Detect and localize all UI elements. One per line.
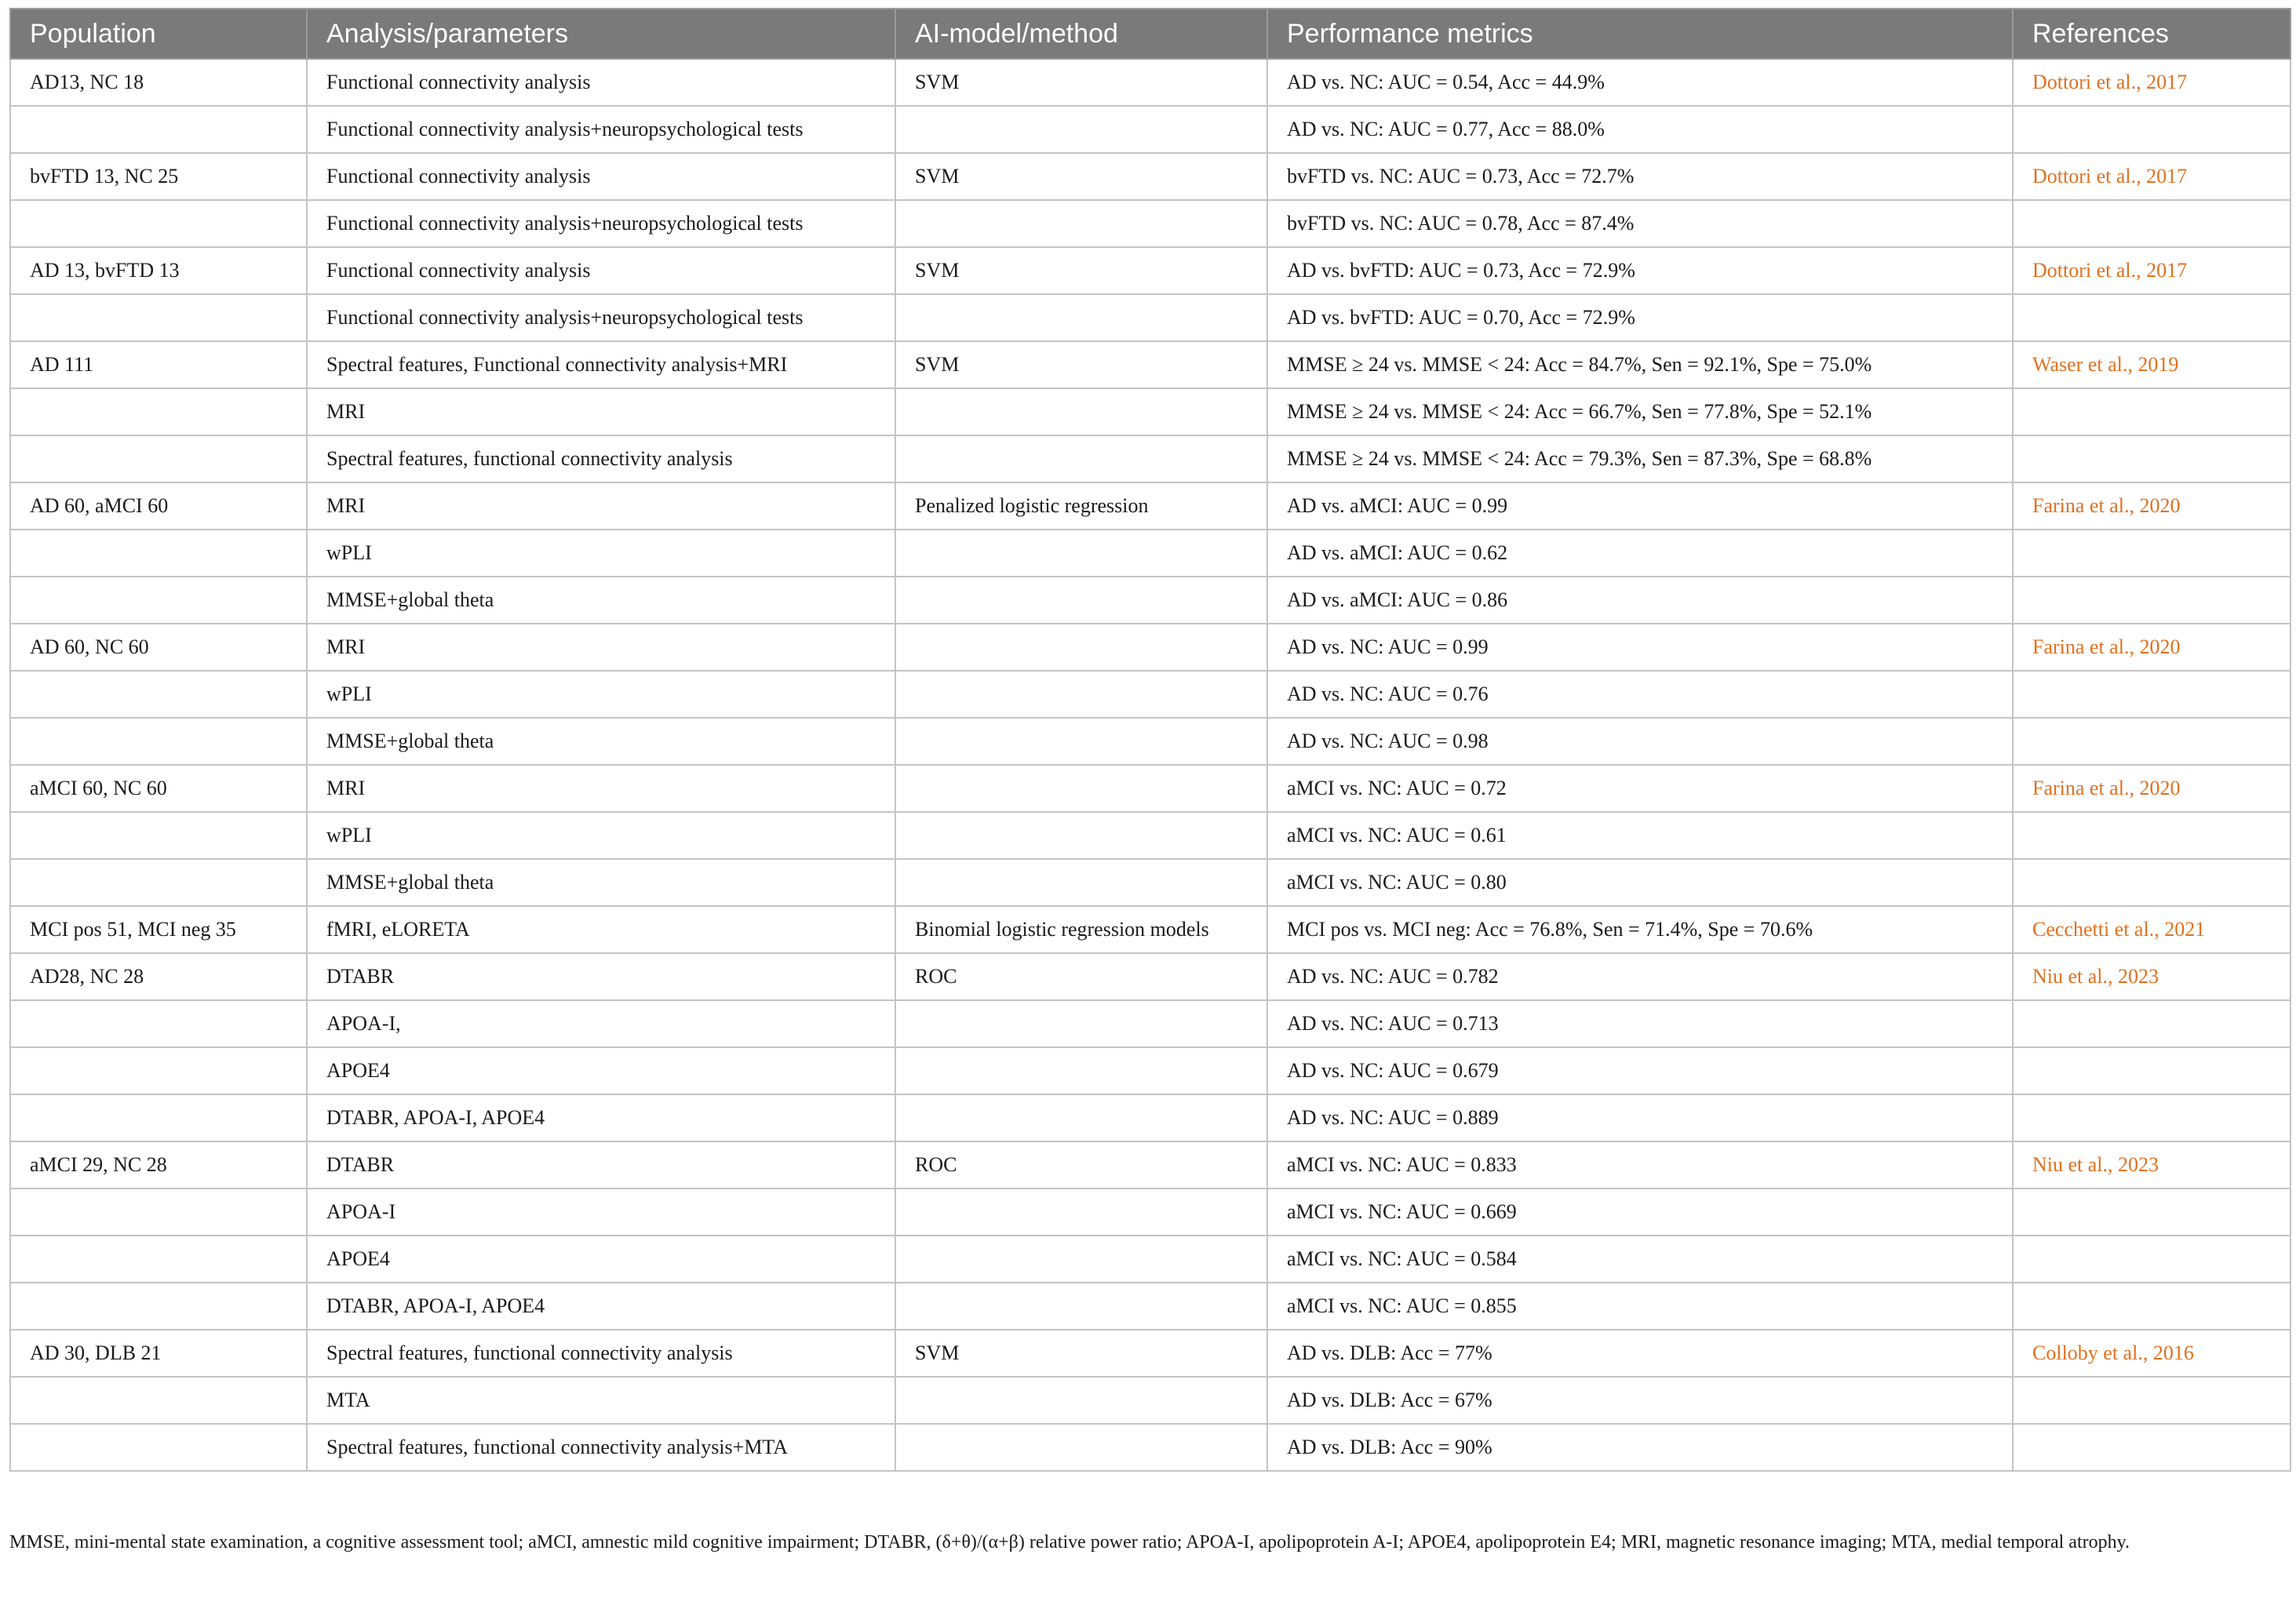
metrics-cell: aMCI vs. NC: AUC = 0.61: [1267, 812, 2013, 859]
table-row: [10, 482, 2291, 530]
analysis-cell: APOA-I,: [307, 1000, 895, 1047]
method-cell: Binomial logistic regression models: [895, 906, 1267, 953]
reference-link: [2013, 718, 2291, 765]
table-row: [10, 624, 2291, 671]
table-header: [10, 9, 2291, 59]
population-cell: [10, 106, 307, 153]
reference-link: [2013, 1236, 2291, 1283]
reference-link[interactable]: Farina et al., 2020: [2013, 765, 2291, 812]
table-row: [10, 812, 2291, 859]
analysis-cell: DTABR: [307, 1141, 895, 1188]
population-cell: [10, 435, 307, 482]
population-cell: AD 60, aMCI 60: [10, 482, 307, 530]
analysis-cell: Functional connectivity analysis+neuropsychological tests: [307, 200, 895, 247]
analysis-cell: Spectral features, functional connectivity analysis: [307, 435, 895, 482]
reference-link: [2013, 1047, 2291, 1094]
population-cell: AD 13, bvFTD 13: [10, 247, 307, 294]
method-cell: [895, 1377, 1267, 1424]
population-cell: aMCI 60, NC 60: [10, 765, 307, 812]
reference-link: [2013, 577, 2291, 624]
table-row: [10, 530, 2291, 577]
population-cell: [10, 812, 307, 859]
analysis-cell: APOE4: [307, 1047, 895, 1094]
analysis-cell: Spectral features, Functional connectivity analysis+MRI: [307, 341, 895, 388]
reference-link: [2013, 859, 2291, 906]
reference-link: [2013, 1283, 2291, 1330]
metrics-cell: bvFTD vs. NC: AUC = 0.78, Acc = 87.4%: [1267, 200, 2013, 247]
method-cell: [895, 1424, 1267, 1471]
population-cell: [10, 1000, 307, 1047]
header-population: Population: [10, 9, 307, 59]
population-cell: [10, 388, 307, 435]
metrics-cell: aMCI vs. NC: AUC = 0.584: [1267, 1236, 2013, 1283]
metrics-cell: aMCI vs. NC: AUC = 0.855: [1267, 1283, 2013, 1330]
reference-link: [2013, 294, 2291, 341]
table-row: [10, 200, 2291, 247]
table-row: [10, 718, 2291, 765]
metrics-cell: AD vs. NC: AUC = 0.76: [1267, 671, 2013, 718]
reference-link[interactable]: Dottori et al., 2017: [2013, 59, 2291, 106]
reference-link: [2013, 106, 2291, 153]
metrics-cell: aMCI vs. NC: AUC = 0.80: [1267, 859, 2013, 906]
table-row: [10, 59, 2291, 106]
method-cell: Penalized logistic regression: [895, 482, 1267, 530]
table-row: [10, 577, 2291, 624]
analysis-cell: MMSE+global theta: [307, 859, 895, 906]
population-cell: AD 30, DLB 21: [10, 1330, 307, 1377]
table-row: [10, 1377, 2291, 1424]
method-cell: [895, 435, 1267, 482]
analysis-cell: fMRI, eLORETA: [307, 906, 895, 953]
reference-link: [2013, 1377, 2291, 1424]
method-cell: [895, 200, 1267, 247]
metrics-cell: AD vs. bvFTD: AUC = 0.70, Acc = 72.9%: [1267, 294, 2013, 341]
metrics-cell: bvFTD vs. NC: AUC = 0.73, Acc = 72.7%: [1267, 153, 2013, 200]
population-cell: [10, 1094, 307, 1141]
analysis-cell: Functional connectivity analysis: [307, 153, 895, 200]
analysis-cell: APOA-I: [307, 1188, 895, 1236]
table-row: [10, 1236, 2291, 1283]
header-references: References: [2013, 9, 2291, 59]
population-cell: [10, 718, 307, 765]
method-cell: [895, 106, 1267, 153]
table-row: [10, 1330, 2291, 1377]
metrics-cell: AD vs. aMCI: AUC = 0.99: [1267, 482, 2013, 530]
metrics-cell: AD vs. NC: AUC = 0.782: [1267, 953, 2013, 1000]
metrics-cell: MMSE ≥ 24 vs. MMSE < 24: Acc = 66.7%, Sen = 77.8%, Spe = 52.1%: [1267, 388, 2013, 435]
table-footnote: MMSE, mini-mental state examination, a cognitive assessment tool; aMCI, amnestic mild cognitive impairment; DTABR, (δ+θ)/(α+β) relative power ratio; APOA-I, apolipoprotein A-I; APOE4, apolipoprotein E4; MRI, magnetic resonance imaging; MTA, medial temporal atrophy.: [9, 1532, 2130, 1552]
population-cell: AD13, NC 18: [10, 59, 307, 106]
population-cell: [10, 1236, 307, 1283]
table-row: [10, 1000, 2291, 1047]
reference-link[interactable]: Dottori et al., 2017: [2013, 247, 2291, 294]
analysis-cell: Functional connectivity analysis: [307, 247, 895, 294]
population-cell: AD 60, NC 60: [10, 624, 307, 671]
table-row: [10, 906, 2291, 953]
table-row: [10, 859, 2291, 906]
header-ai-model-method: AI-model/method: [895, 9, 1267, 59]
method-cell: ROC: [895, 953, 1267, 1000]
header-row: [10, 9, 2291, 59]
metrics-cell: AD vs. NC: AUC = 0.98: [1267, 718, 2013, 765]
population-cell: bvFTD 13, NC 25: [10, 153, 307, 200]
reference-link: [2013, 388, 2291, 435]
population-cell: [10, 294, 307, 341]
method-cell: SVM: [895, 59, 1267, 106]
reference-link[interactable]: Colloby et al., 2016: [2013, 1330, 2291, 1377]
analysis-cell: MTA: [307, 1377, 895, 1424]
population-cell: MCI pos 51, MCI neg 35: [10, 906, 307, 953]
analysis-cell: MRI: [307, 624, 895, 671]
method-cell: [895, 294, 1267, 341]
metrics-cell: aMCI vs. NC: AUC = 0.833: [1267, 1141, 2013, 1188]
table-row: [10, 1188, 2291, 1236]
population-cell: [10, 1188, 307, 1236]
analysis-cell: Functional connectivity analysis+neuropsychological tests: [307, 294, 895, 341]
table-row: [10, 953, 2291, 1000]
reference-link[interactable]: Farina et al., 2020: [2013, 482, 2291, 530]
population-cell: [10, 1377, 307, 1424]
table-row: [10, 765, 2291, 812]
reference-link: [2013, 671, 2291, 718]
analysis-cell: MRI: [307, 482, 895, 530]
metrics-cell: MMSE ≥ 24 vs. MMSE < 24: Acc = 84.7%, Sen = 92.1%, Spe = 75.0%: [1267, 341, 2013, 388]
reference-link[interactable]: Dottori et al., 2017: [2013, 153, 2291, 200]
reference-link[interactable]: Cecchetti et al., 2021: [2013, 906, 2291, 953]
analysis-cell: Functional connectivity analysis: [307, 59, 895, 106]
method-cell: [895, 1047, 1267, 1094]
table-row: [10, 1047, 2291, 1094]
metrics-cell: AD vs. NC: AUC = 0.99: [1267, 624, 2013, 671]
results-table: [9, 8, 2291, 1472]
analysis-cell: wPLI: [307, 812, 895, 859]
method-cell: [895, 577, 1267, 624]
table-row: [10, 153, 2291, 200]
method-cell: [895, 718, 1267, 765]
analysis-cell: wPLI: [307, 530, 895, 577]
table-row: [10, 341, 2291, 388]
metrics-cell: MCI pos vs. MCI neg: Acc = 76.8%, Sen = 71.4%, Spe = 70.6%: [1267, 906, 2013, 953]
population-cell: [10, 1424, 307, 1471]
table-row: [10, 435, 2291, 482]
analysis-cell: DTABR, APOA-I, APOE4: [307, 1094, 895, 1141]
population-cell: [10, 530, 307, 577]
analysis-cell: DTABR: [307, 953, 895, 1000]
table-row: [10, 671, 2291, 718]
analysis-cell: MMSE+global theta: [307, 718, 895, 765]
analysis-cell: MRI: [307, 388, 895, 435]
method-cell: SVM: [895, 341, 1267, 388]
population-cell: aMCI 29, NC 28: [10, 1141, 307, 1188]
method-cell: [895, 859, 1267, 906]
metrics-cell: aMCI vs. NC: AUC = 0.72: [1267, 765, 2013, 812]
metrics-cell: aMCI vs. NC: AUC = 0.669: [1267, 1188, 2013, 1236]
population-cell: [10, 1047, 307, 1094]
metrics-cell: AD vs. NC: AUC = 0.77, Acc = 88.0%: [1267, 106, 2013, 153]
method-cell: [895, 1188, 1267, 1236]
method-cell: SVM: [895, 1330, 1267, 1377]
metrics-cell: AD vs. aMCI: AUC = 0.62: [1267, 530, 2013, 577]
reference-link[interactable]: Niu et al., 2023: [2013, 953, 2291, 1000]
population-cell: AD28, NC 28: [10, 953, 307, 1000]
reference-link[interactable]: Farina et al., 2020: [2013, 624, 2291, 671]
method-cell: SVM: [895, 247, 1267, 294]
method-cell: [895, 1283, 1267, 1330]
metrics-cell: AD vs. NC: AUC = 0.54, Acc = 44.9%: [1267, 59, 2013, 106]
table-row: [10, 1424, 2291, 1471]
metrics-cell: AD vs. NC: AUC = 0.889: [1267, 1094, 2013, 1141]
analysis-cell: MRI: [307, 765, 895, 812]
table-body: [10, 59, 2291, 1471]
table-row: [10, 1283, 2291, 1330]
analysis-cell: Spectral features, functional connectivity analysis+MTA: [307, 1424, 895, 1471]
metrics-cell: AD vs. bvFTD: AUC = 0.73, Acc = 72.9%: [1267, 247, 2013, 294]
table-row: [10, 106, 2291, 153]
analysis-cell: MMSE+global theta: [307, 577, 895, 624]
reference-link: [2013, 530, 2291, 577]
reference-link: [2013, 1000, 2291, 1047]
table-row: [10, 294, 2291, 341]
metrics-cell: AD vs. DLB: Acc = 90%: [1267, 1424, 2013, 1471]
method-cell: [895, 1000, 1267, 1047]
analysis-cell: wPLI: [307, 671, 895, 718]
reference-link[interactable]: Niu et al., 2023: [2013, 1141, 2291, 1188]
reference-link: [2013, 812, 2291, 859]
reference-link: [2013, 435, 2291, 482]
header-analysis-parameters: Analysis/parameters: [307, 9, 895, 59]
method-cell: ROC: [895, 1141, 1267, 1188]
analysis-cell: APOE4: [307, 1236, 895, 1283]
method-cell: [895, 388, 1267, 435]
reference-link[interactable]: Waser et al., 2019: [2013, 341, 2291, 388]
metrics-cell: AD vs. DLB: Acc = 67%: [1267, 1377, 2013, 1424]
analysis-cell: DTABR, APOA-I, APOE4: [307, 1283, 895, 1330]
population-cell: [10, 671, 307, 718]
method-cell: [895, 1094, 1267, 1141]
analysis-cell: Functional connectivity analysis+neuropsychological tests: [307, 106, 895, 153]
metrics-cell: MMSE ≥ 24 vs. MMSE < 24: Acc = 79.3%, Sen = 87.3%, Spe = 68.8%: [1267, 435, 2013, 482]
method-cell: [895, 671, 1267, 718]
method-cell: [895, 1236, 1267, 1283]
header-performance-metrics: Performance metrics: [1267, 9, 2013, 59]
reference-link: [2013, 1424, 2291, 1471]
metrics-cell: AD vs. NC: AUC = 0.713: [1267, 1000, 2013, 1047]
population-cell: [10, 577, 307, 624]
reference-link: [2013, 200, 2291, 247]
reference-link: [2013, 1094, 2291, 1141]
population-cell: AD 111: [10, 341, 307, 388]
metrics-cell: AD vs. aMCI: AUC = 0.86: [1267, 577, 2013, 624]
population-cell: [10, 1283, 307, 1330]
method-cell: [895, 765, 1267, 812]
table-row: [10, 247, 2291, 294]
metrics-cell: AD vs. NC: AUC = 0.679: [1267, 1047, 2013, 1094]
table-row: [10, 1141, 2291, 1188]
table-row: [10, 1094, 2291, 1141]
method-cell: SVM: [895, 153, 1267, 200]
method-cell: [895, 812, 1267, 859]
method-cell: [895, 624, 1267, 671]
table-row: [10, 388, 2291, 435]
analysis-cell: Spectral features, functional connectivity analysis: [307, 1330, 895, 1377]
method-cell: [895, 530, 1267, 577]
metrics-cell: AD vs. DLB: Acc = 77%: [1267, 1330, 2013, 1377]
population-cell: [10, 859, 307, 906]
population-cell: [10, 200, 307, 247]
reference-link: [2013, 1188, 2291, 1236]
